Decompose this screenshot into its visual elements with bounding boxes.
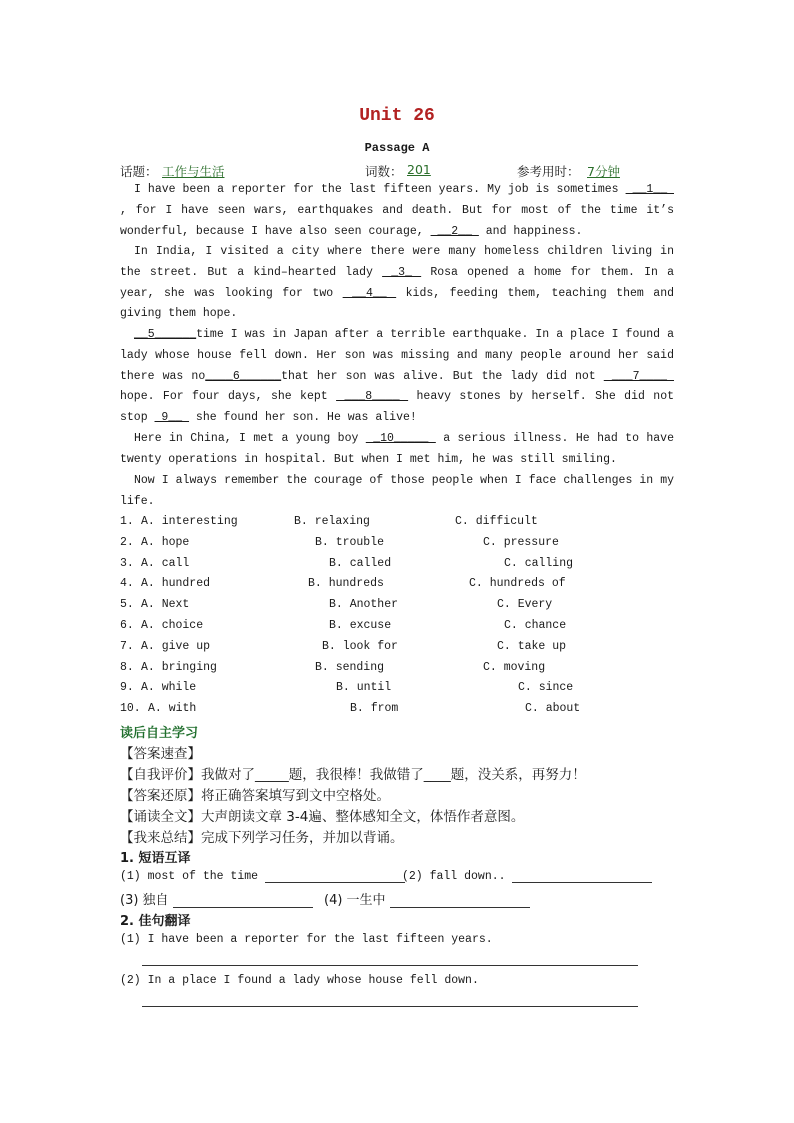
time-value: 7分钟 — [587, 164, 620, 179]
sentence-2-answer-line[interactable] — [142, 1006, 638, 1007]
phrase-1: (1) most of the time — [120, 870, 405, 883]
recite-instruction: 【诵读全文】大声朗读文章 3-4遍、整体感知全文，体悟作者意图。 — [120, 809, 525, 825]
sentence-1-answer-line[interactable] — [142, 965, 638, 966]
options-list — [120, 515, 680, 723]
option-a[interactable]: A. interesting — [141, 515, 238, 528]
paragraph-4: Here in China, I met a young boy _10_____ a serious illness. He had to have twenty operations in hospital. But when I met him, he was still smiling. — [120, 432, 674, 466]
blank-10[interactable]: _10_____ — [365, 432, 436, 445]
blank-3[interactable]: _3_ — [382, 265, 422, 279]
option-b[interactable]: B. Another — [329, 598, 399, 612]
words-label: 词数： — [365, 164, 403, 179]
option-c[interactable]: C. Every — [497, 598, 553, 612]
option-b[interactable]: B. relaxing — [294, 515, 370, 528]
passage-title: Passage A — [364, 141, 430, 155]
phrase-4: (4) 一生中 — [324, 889, 530, 908]
option-row: 6. A. choice B. excuse C. chance — [120, 618, 567, 632]
blank-6[interactable]: ____6______ — [205, 369, 282, 383]
answer-check: 【答案速查】 — [120, 746, 201, 762]
topic-value: 工作与生活 — [162, 164, 225, 179]
option-row: 8. A. bringing B. sending C. moving — [120, 660, 546, 674]
topic-label: 话题： — [120, 164, 158, 179]
option-c[interactable]: C. moving — [483, 660, 546, 674]
option-b[interactable]: B. sending — [315, 660, 385, 674]
option-c[interactable]: C. since — [518, 681, 574, 695]
option-a[interactable]: A. choice — [141, 618, 204, 632]
phrase-1-answer[interactable] — [265, 870, 405, 883]
paragraph-1: I have been a reporter for the last fifteen years. My job is sometimes __1__ , for I have seen wars, earthquakes and death. But for most of the time it’s wonderful, because I have also seen courage, __2__ and happiness. — [120, 183, 674, 238]
option-b[interactable]: B. excuse — [329, 618, 392, 632]
option-b[interactable]: B. until — [336, 681, 392, 695]
option-c[interactable]: C. calling — [504, 556, 574, 570]
option-row: 4. A. hundred B. hundreds C. hundreds of — [120, 577, 566, 591]
sentence-translation-title: 2. 佳句翻译 — [120, 914, 191, 929]
blank-2[interactable]: __2__ — [430, 224, 479, 238]
option-a[interactable]: A. hundred — [141, 577, 211, 591]
self-evaluation: 【自我评价】我做对了_____题，我很棒！我做错了____题，没关系，再努力！ — [120, 767, 586, 783]
answer-restore: 【答案还原】将正确答案填写到文中空格处。 — [120, 788, 390, 804]
option-row: 9. A. while B. until C. since — [120, 681, 574, 695]
option-b[interactable]: B. trouble — [315, 535, 385, 549]
blank-4[interactable]: __4__ — [342, 286, 397, 300]
option-a[interactable]: A. with — [148, 702, 197, 716]
option-b[interactable]: B. hundreds — [308, 577, 384, 591]
unit-title: Unit 26 — [359, 106, 435, 126]
words-value: 201 — [407, 162, 431, 177]
passage-meta — [120, 162, 674, 178]
option-row: 3. A. call B. called C. calling — [120, 556, 574, 570]
blank-5[interactable]: __5______ — [134, 328, 197, 341]
option-a[interactable]: A. give up — [141, 639, 211, 653]
paragraph-5: Now I always remember the courage of those people when I face challenges in my life. — [120, 474, 674, 508]
option-c[interactable]: C. difficult — [455, 515, 538, 528]
paragraph-3: __5______time I was in Japan after a terrible earthquake. In a place I found a lady whose house fell down. Her son was missing and many people around her said there was no____6______that her son was alive. But the lady did not ___7____ hope. For four days, she kept ___8____ heavy stones by herself. She did not stop 9__ she found her son. He was alive! — [120, 328, 674, 425]
option-a[interactable]: A. while — [141, 681, 197, 695]
option-row: 5. A. Next B. Another C. Every — [120, 598, 553, 612]
blank-9[interactable]: 9__ — [154, 411, 190, 425]
option-row: 2. A. hope B. trouble C. pressure — [120, 535, 559, 549]
option-a[interactable]: A. call — [141, 556, 190, 570]
option-b[interactable]: B. look for — [322, 639, 398, 653]
option-b[interactable]: B. called — [329, 556, 392, 570]
option-a[interactable]: A. Next — [141, 598, 190, 612]
blank-8[interactable]: ___8____ — [336, 390, 409, 404]
option-row: 10. A. with B. from C. about — [120, 702, 581, 716]
phrase-translation-title: 1. 短语互译 — [120, 851, 191, 866]
sentence-2: (2) In a place I found a lady whose house fell down. — [120, 974, 479, 987]
option-c[interactable]: C. take up — [497, 639, 567, 653]
option-a[interactable]: A. hope — [141, 535, 190, 549]
phrase-4-answer[interactable] — [390, 895, 530, 908]
option-row: 7. A. give up B. look for C. take up — [120, 639, 567, 653]
phrase-3-answer[interactable] — [173, 895, 313, 908]
blank-1[interactable]: __1__ — [625, 183, 674, 196]
option-c[interactable]: C. hundreds of — [469, 577, 566, 591]
post-reading-heading: 读后自主学习 — [120, 726, 199, 741]
summary-instruction: 【我来总结】完成下列学习任务，并加以背诵。 — [120, 830, 404, 846]
paragraph-2: In India, I visited a city where there were many homeless children living in the street. But a kind–hearted lady _3_ Rosa opened a home for them. In a year, she was looking for two __4__ kids, feeding them, teaching them and giving them hope. — [120, 245, 674, 321]
option-c[interactable]: C. chance — [504, 618, 567, 632]
sentence-1: (1) I have been a reporter for the last fifteen years. — [120, 933, 493, 946]
phrase-2: (2) fall down.. — [402, 870, 652, 883]
option-c[interactable]: C. about — [525, 702, 581, 716]
phrase-3: (3) 独自 — [120, 889, 313, 908]
blank-7[interactable]: ___7____ — [603, 369, 674, 383]
option-a[interactable]: A. bringing — [141, 660, 217, 674]
phrase-2-answer[interactable] — [512, 870, 652, 883]
option-row: 1. A. interesting B. relaxing C. difficult — [120, 515, 538, 528]
option-c[interactable]: C. pressure — [483, 535, 559, 549]
option-b[interactable]: B. from — [350, 702, 399, 716]
time-label: 参考用时： — [517, 164, 580, 179]
